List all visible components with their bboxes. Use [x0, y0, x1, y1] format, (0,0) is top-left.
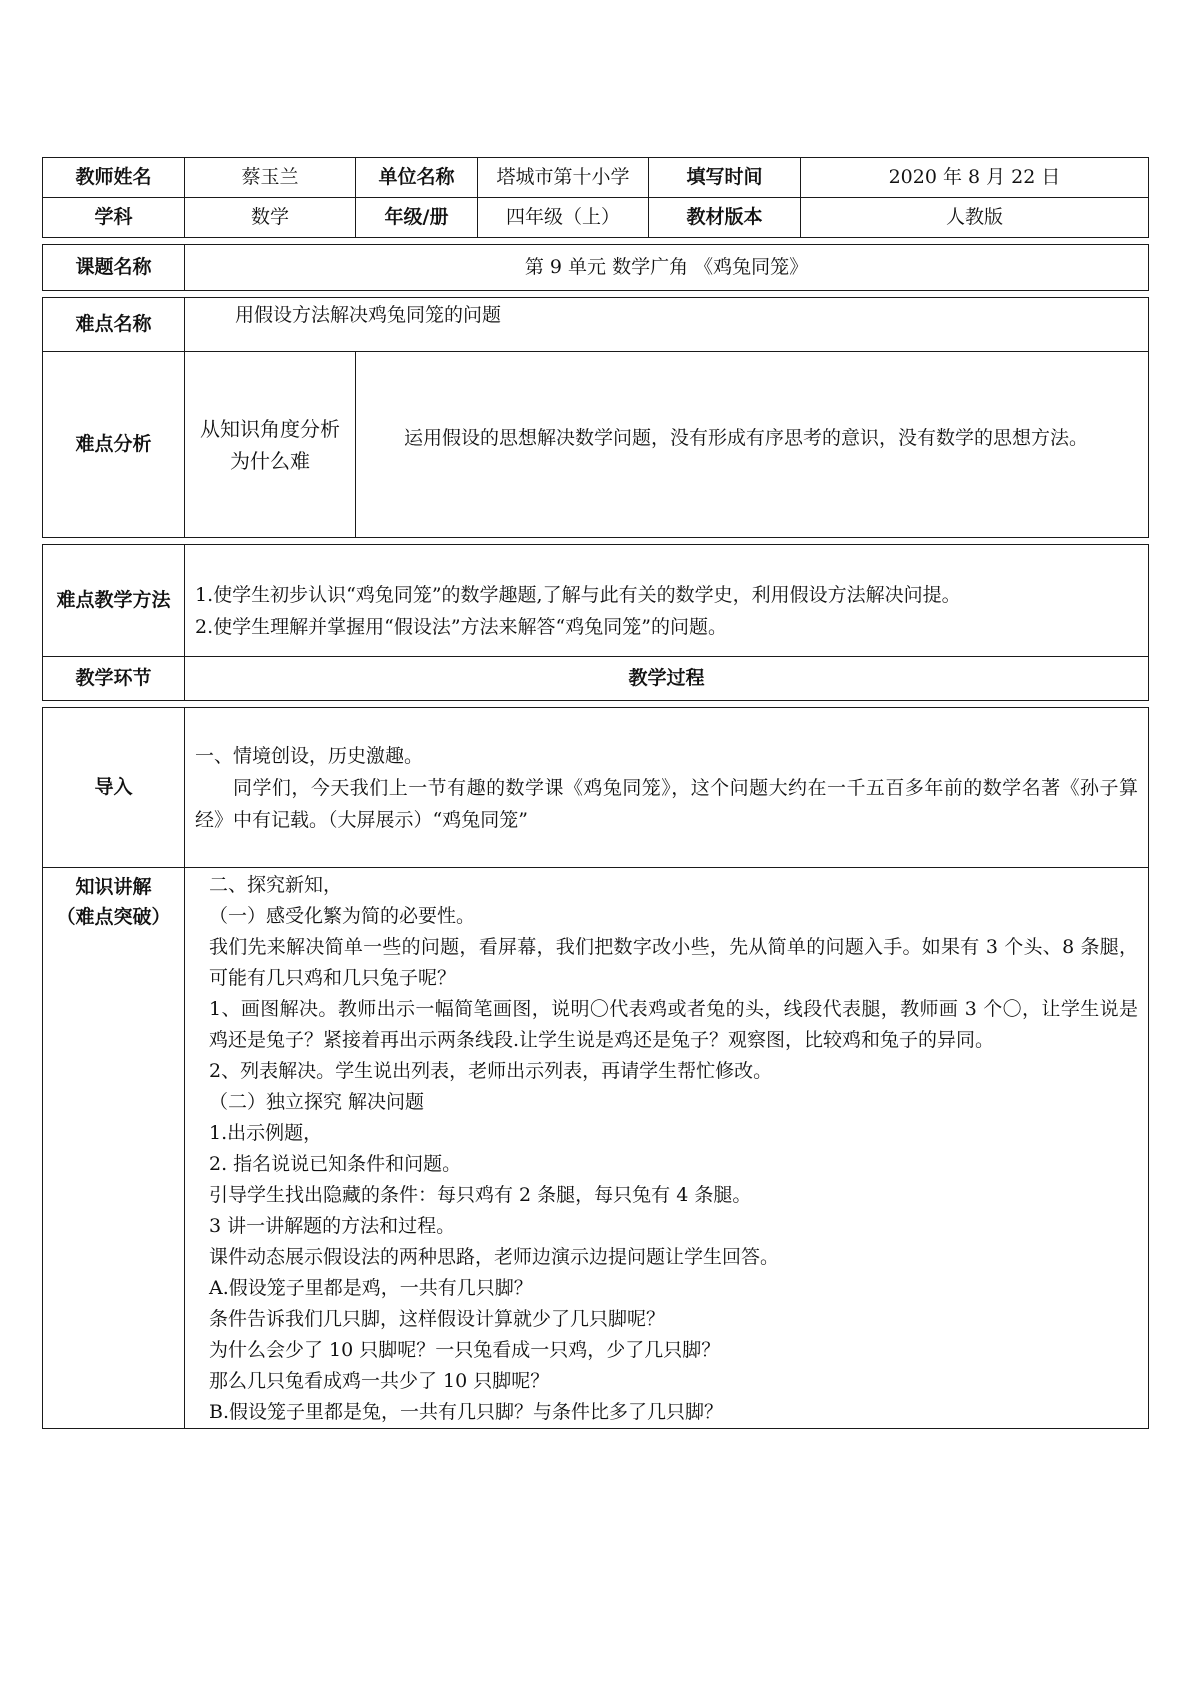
intro-line-1: 一、情境创设，历史激趣。	[195, 744, 424, 767]
analysis-row	[43, 352, 1149, 538]
knowledge-line: 二、探究新知，	[209, 874, 343, 896]
method-text-cell	[185, 545, 1149, 657]
knowledge-row	[43, 868, 1149, 1429]
knowledge-text-cell	[185, 868, 1149, 1429]
knowledge-line: B.假设笼子里都是兔，一共有几只脚？与条件比多了几只脚？	[209, 1401, 724, 1423]
knowledge-line: 引导学生找出隐藏的条件：每只鸡有 2 条腿，每只兔有 4 条腿。	[209, 1184, 752, 1206]
knowledge-line: （二）独立探究 解决问题	[209, 1091, 425, 1113]
difficulty-row	[43, 298, 1149, 352]
method-label: 难点教学方法	[43, 545, 185, 657]
lesson-plan-form	[42, 157, 1148, 1429]
stage-column-label: 教学环节	[43, 657, 185, 701]
grade-value: 四年级（上）	[478, 198, 649, 238]
knowledge-line: 那么几只兔看成鸡一共少了 10 只脚呢？	[209, 1370, 550, 1392]
analysis-sublabel-line1: 从知识角度分析	[200, 416, 340, 441]
difficulty-label: 难点名称	[43, 298, 185, 352]
analysis-text: 运用假设的思想解决数学问题，没有形成有序思考的意识，没有数学的思想方法。	[404, 426, 1089, 449]
subject-label: 学科	[43, 198, 185, 238]
fill-date-label: 填写时间	[649, 158, 801, 198]
intro-text-cell	[185, 708, 1149, 868]
teacher-name-label: 教师姓名	[43, 158, 185, 198]
method-line-1: 1.使学生初步认识“鸡兔同笼”的数学趣题,了解与此有关的数学史，利用假设方法解决问提。	[195, 583, 961, 606]
knowledge-label-cell	[43, 868, 185, 1429]
process-header-row	[43, 657, 1149, 701]
grade-label: 年级/册	[356, 198, 478, 238]
method-line-2: 2.使学生理解并掌握用“假设法”方法来解答“鸡兔同笼”的问题。	[195, 615, 727, 638]
unit-name-value: 塔城市第十小学	[478, 158, 649, 198]
knowledge-line: 1.出示例题，	[209, 1122, 323, 1144]
header-row-1	[43, 158, 1149, 198]
knowledge-line: A.假设笼子里都是鸡，一共有几只脚？	[209, 1277, 533, 1299]
knowledge-line: 2. 指名说说已知条件和问题。	[209, 1153, 462, 1175]
intro-line-2: 同学们，今天我们上一节有趣的数学课《鸡兔同笼》，这个问题大约在一千五百多年前的数学名著《孙子算经》中有记载。（大屏展示）“鸡兔同笼”	[195, 776, 1138, 831]
lesson-plan-table	[42, 157, 1149, 1429]
intro-row	[43, 708, 1149, 868]
knowledge-line: 3 讲一讲解题的方法和过程。	[209, 1215, 456, 1237]
knowledge-line: 1、画图解决。教师出示一幅简笔画图，说明〇代表鸡或者兔的头，线段代表腿，教师画 3 个〇，让学生说是鸡还是兔子？紧接着再出示两条线段.让学生说是鸡还是兔子？观察图，比较鸡和兔子的异同。	[209, 998, 1138, 1051]
unit-name-label: 单位名称	[356, 158, 478, 198]
topic-value: 第 9 单元 数学广角 《鸡兔同笼》	[185, 245, 1149, 291]
header-row-2	[43, 198, 1149, 238]
knowledge-line: 条件告诉我们几只脚，这样假设计算就少了几只脚呢？	[209, 1308, 666, 1330]
topic-label: 课题名称	[43, 245, 185, 291]
knowledge-label-line1: 知识讲解	[75, 876, 152, 898]
knowledge-line: 课件动态展示假设法的两种思路，老师边演示边提问题让学生回答。	[209, 1246, 780, 1268]
analysis-label: 难点分析	[43, 352, 185, 538]
analysis-text-cell	[356, 352, 1149, 538]
process-column-label: 教学过程	[185, 657, 1149, 701]
analysis-sublabel-cell	[185, 352, 356, 538]
subject-value: 数学	[185, 198, 356, 238]
intro-label: 导入	[43, 708, 185, 868]
knowledge-line: 2、列表解决。学生说出列表，老师出示列表，再请学生帮忙修改。	[209, 1060, 773, 1082]
knowledge-line: （一）感受化繁为简的必要性。	[209, 905, 476, 927]
teacher-name-value: 蔡玉兰	[185, 158, 356, 198]
knowledge-label-line2: （难点突破）	[56, 906, 171, 928]
fill-date-value: 2020 年 8 月 22 日	[801, 158, 1149, 198]
knowledge-line: 我们先来解决简单一些的问题，看屏幕，我们把数字改小些，先从简单的问题入手。如果有 3 个头、8 条腿，可能有几只鸡和几只兔子呢？	[209, 936, 1138, 989]
edition-value: 人教版	[801, 198, 1149, 238]
method-row	[43, 545, 1149, 657]
topic-row	[43, 245, 1149, 291]
difficulty-value: 用假设方法解决鸡兔同笼的问题	[185, 298, 1149, 352]
knowledge-line: 为什么会少了 10 只脚呢？一只兔看成一只鸡，少了几只脚？	[209, 1339, 721, 1361]
analysis-sublabel-line2: 为什么难	[230, 448, 310, 473]
edition-label: 教材版本	[649, 198, 801, 238]
